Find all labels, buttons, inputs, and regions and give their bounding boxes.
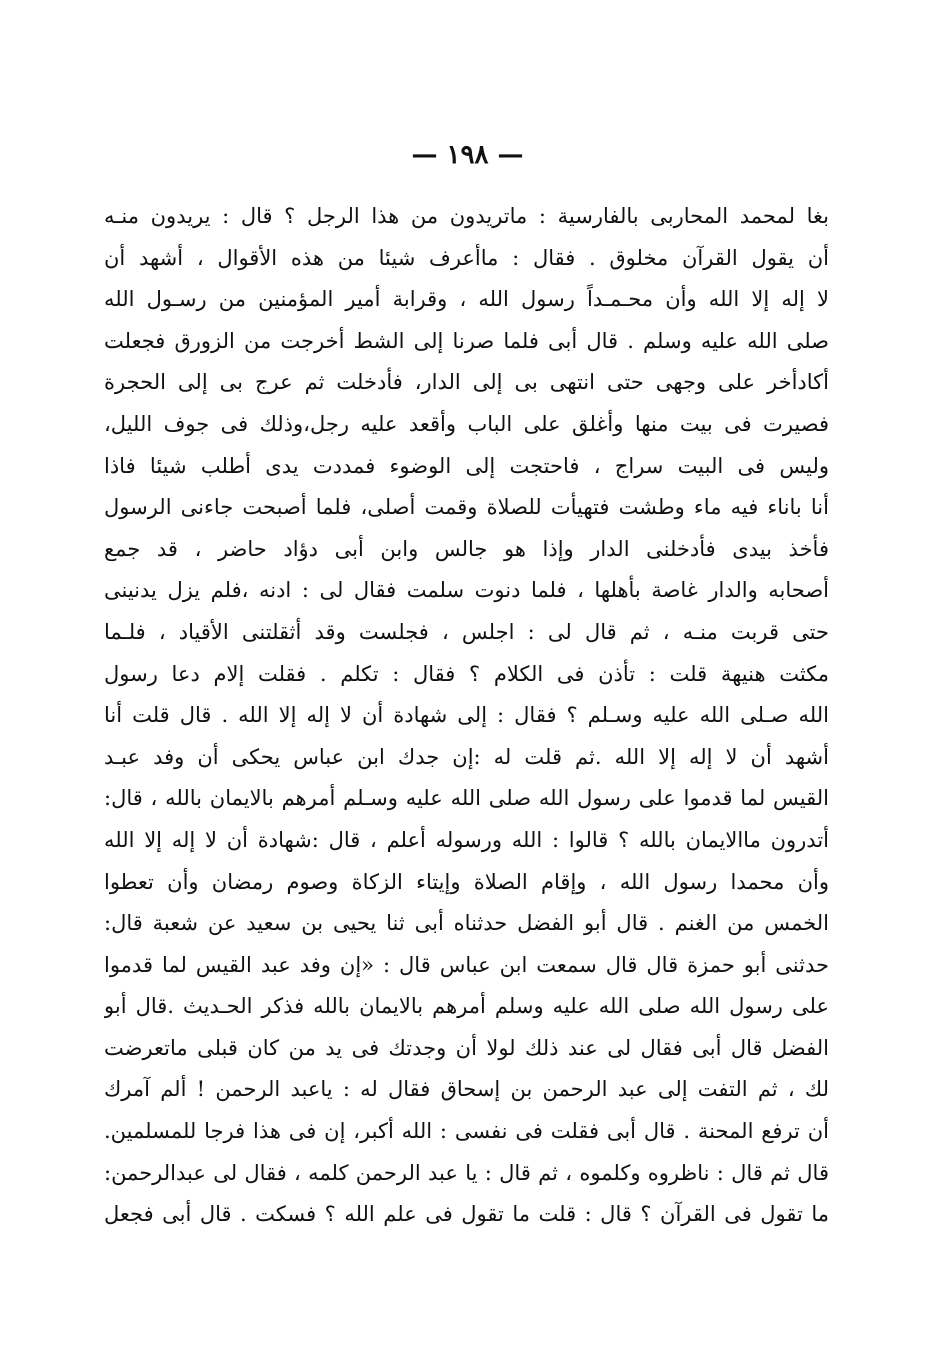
text-line: صلى الله عليه وسلم . قال أبى فلما صرنا إلى الشط أخرجت من الزورق فجعلت <box>104 328 829 353</box>
text-line: أصحابه والدار غاصة بأهلها ، فلما دنوت سلمت فقال لى : ادنه ،فلم يزل يدنينى <box>104 578 829 603</box>
body-text <box>104 196 829 1236</box>
text-line: لا إله إلا الله وأن محـمـداً رسول الله ، وقرابة أمير المؤمنين من رسـول الله <box>104 287 829 312</box>
text-line: حدثنى أبو حمزة قال قال سمعت ابن عباس قال : «إن وفد عبد القيس لما قدموا <box>104 952 829 977</box>
text-line: الله صـلى الله عليه وسـلم ؟ فقال : إلى شهادة أن لا إله إلا الله . قال قلت أنا <box>104 703 829 728</box>
text-line: القيس لما قدموا على رسول الله صلى الله عليه وسـلم أمرهم بالايمان بالله ، قال: <box>104 786 829 811</box>
text-line: أكادأخر على وجهى حتى انتهى بى إلى الدار، فأدخلت ثم عرج بى إلى الحجرة <box>104 370 829 395</box>
text-line: بغا لمحمد المحاربى بالفارسية : ماتريدون من هذا الرجل ؟ قال : يريدون منـه <box>104 204 829 228</box>
text-line: الخمس من الغنم . قال أبو الفضل حدثناه أبى ثنا يحيى بن سعيد عن شعبة قال: <box>104 911 829 936</box>
text-line: لك ، ثم التفت إلى عبد الرحمن بن إسحاق فقال له : ياعبد الرحمن ! ألم آمرك <box>104 1077 829 1102</box>
page-number: — ١٩٨ — <box>411 140 524 170</box>
text-line: أتدرون ماالايمان بالله ؟ قالوا : الله ورسوله أعلم ، قال :شهادة أن لا إله إلا الله <box>104 827 829 852</box>
text-line: قال ثم قال : ناظروه وكلموه ، ثم قال : يا عبد الرحمن كلمه ، فقال لى عبدالرحمن: <box>104 1160 829 1185</box>
text-line: ما تقول فى القرآن ؟ قال : قلت ما تقول فى علم الله ؟ فسكت . قال أبى فجعل <box>104 1202 829 1227</box>
text-line: أنا باناء فيه ماء وطشت فتهيأت للصلاة وقمت أصلى، فلما أصبحت جاءنى الرسول <box>104 495 829 520</box>
text-line: مكثت هنيهة قلت : تأذن فى الكلام ؟ فقال : تكلم . فقلت إلام دعا رسول <box>104 661 829 686</box>
text-line: فصيرت فى بيت منها وأغلق على الباب وأقعد عليه رجل،وذلك فى جوف الليل، <box>104 411 829 436</box>
text-line: أن ترفع المحنة . قال أبى فقلت فى نفسى : الله أكبر، إن فى هذا فرجا للمسلمين. <box>104 1119 829 1144</box>
text-line: فأخذ بيدى فأدخلنى الدار وإذا هو جالس وابن أبى دؤاد حاضر ، قد جمع <box>104 536 829 561</box>
text-line: حتى قربت منـه ، ثم قال لى : اجلس ، فجلست وقد أثقلتنى الأقياد ، فلـما <box>104 619 829 644</box>
text-line: أشهد أن لا إله إلا الله .ثم قلت له :إن جدك ابن عباس يحكى أن وفد عبـد <box>104 744 829 769</box>
text-line: على رسول الله صلى الله عليه وسلم أمرهم بالايمان بالله فذكر الحـديث .قال أبو <box>104 994 829 1019</box>
text-line: وليس فى البيت سراج ، فاحتجت إلى الوضوء فمددت يدى أطلب شيئا فاذا <box>104 453 829 478</box>
text-line: الفضل قال أبى فقال لى عند ذلك لولا أن وجدتك فى يد من كان قبلى ماتعرضت <box>104 1035 829 1060</box>
text-line: أن يقول القرآن مخلوق . فقال : ماأعرف شيئا من هذه الأقوال ، أشهد أن <box>104 245 829 270</box>
text-line: وأن محمدا رسول الله ، وإقام الصلاة وإيتاء الزكاة وصوم رمضان وأن تعطوا <box>104 869 829 894</box>
